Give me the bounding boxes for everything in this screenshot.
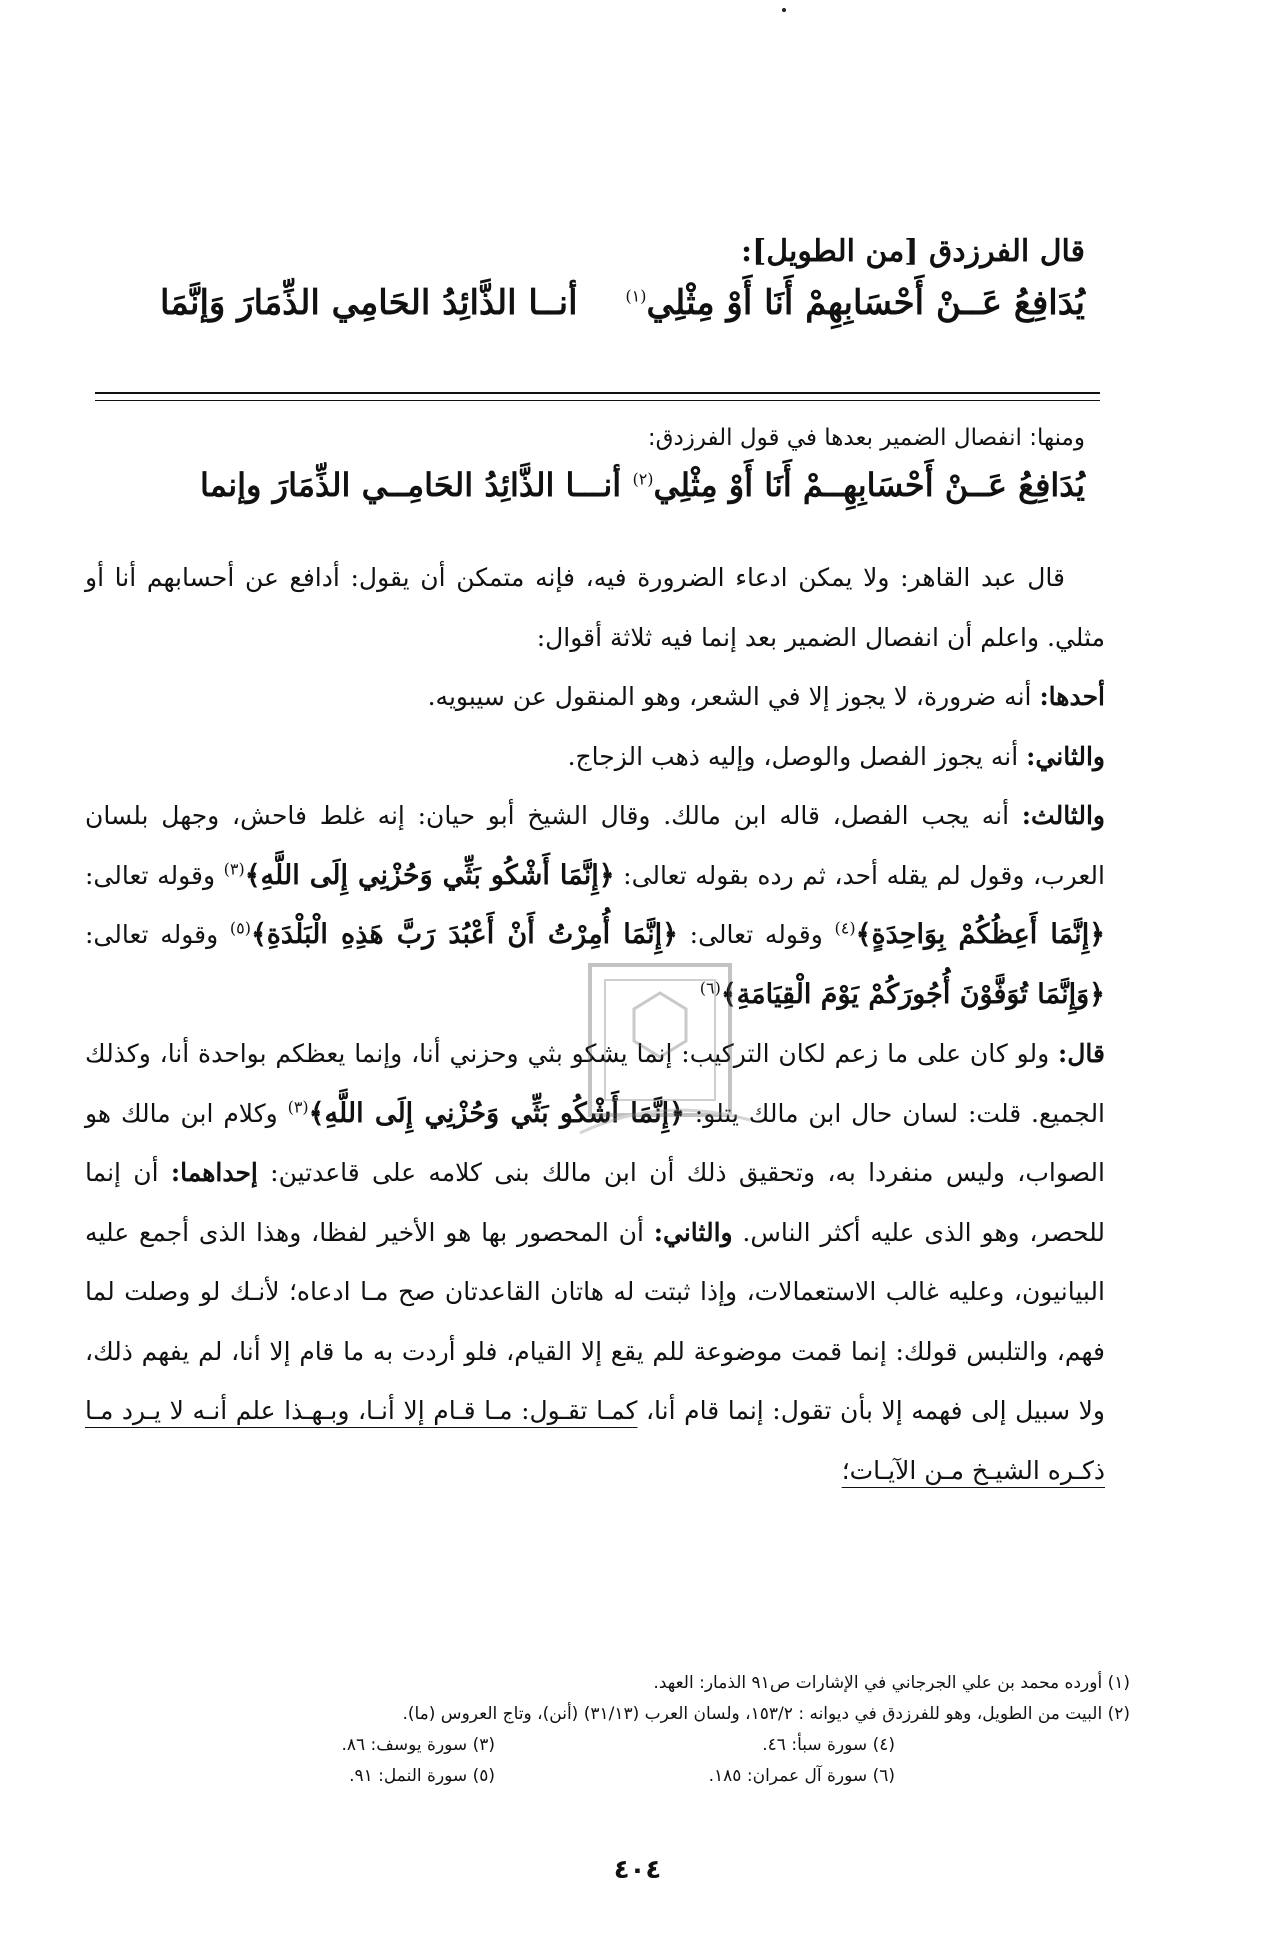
quote-verse-second-text: يُدَافِعُ عَــنْ أَحْسَابِهِــمْ أَنَا أَوْ مِثْلِي xyxy=(653,466,1085,504)
opinion-text: أنه ضرورة، لا يجوز إلا في الشعر، وهو المنقول عن سيبويه. xyxy=(427,682,1040,711)
opinion-text: أنه يجب الفصل، قاله ابن مالك. وقال الشيخ أبو حيان: إنه غلط فاحش، وجهل بلسان العرب، وقول لم يقله أحد، ثم رده بقوله تعالى: xyxy=(85,801,1105,890)
footnote-marker: (٦) xyxy=(699,978,721,998)
poem-verse xyxy=(160,274,1085,332)
footnote-marker: (٣) xyxy=(223,859,245,879)
paragraph-discussion xyxy=(85,1024,1105,1500)
separator-rule xyxy=(95,392,1100,394)
footnote-marker: (٤) xyxy=(834,918,856,938)
connector-text: وقوله تعالى: xyxy=(677,920,835,949)
quran-quote: ﴿إِنَّمَا أُمِرْتُ أَنْ أَعْبُدَ رَبَّ هَذِهِ الْبَلْدَةِ﴾ xyxy=(250,919,678,950)
opinion-text: أنه يجوز الفصل والوصل، وإليه ذهب الزجاج. xyxy=(567,741,1027,771)
opinion-two xyxy=(85,727,1105,787)
paragraph-label: قال: xyxy=(1058,1039,1105,1068)
footnote-2: (٢) البيت من الطويل، وهو للفرزدق في ديوانه : ١٥٣/٢، ولسان العرب (٣١/١٣) (أنن)، وتاج العروس (ما). xyxy=(402,1704,1130,1724)
footnote-marker: (٢) xyxy=(632,469,654,489)
opinion-label: والثالث: xyxy=(1021,801,1105,830)
poem-intro: قال الفرزدق [من الطويل]: xyxy=(741,234,1085,269)
opinion-one xyxy=(85,667,1105,727)
opinion-label: أحدها: xyxy=(1039,682,1105,711)
footnote-3: (٣) سورة يوسف: ٨٦. xyxy=(341,1735,495,1755)
footnote-marker: (٥) xyxy=(229,918,251,938)
footnote-4: (٤) سورة سبأ: ٤٦. xyxy=(762,1735,895,1755)
connector-text: وقوله تعالى: xyxy=(85,920,230,949)
footnote-marker: (٣) xyxy=(287,1097,309,1117)
paragraph-text: وكلام ابن مالك هو الصواب، وليس منفردا به، وتحقيق ذلك أن ابن مالك بنى كلامه على قاعدتين: xyxy=(85,1098,1105,1187)
quote-verse-second-hemistich xyxy=(632,458,1085,512)
quote-intro: ومنها: انفصال الضمير بعدها في قول الفرزدق: xyxy=(647,425,1085,451)
page-number: ٤٠٤ xyxy=(613,1855,662,1885)
rule-text: أن المحصور بها هو الأخير لفظا، وهذا الذى أجمع عليه البيانيون، وعليه غالب الاستعمالات، وإذا ثبتت له هاتان القاعدتان صح مـا ادعاه؛ لأنـك لو وصلت لما فهم، والتلبس قولك: إنما قمت موضوعة للم يقع إلا القيام، فلو أردت به ما قام إلا أنا، لم يفهم ذلك، ولا سبيل إلى فهمه إلا بأن تقول: إنما قام أنا، xyxy=(85,1217,1106,1425)
verse-second-hemistich xyxy=(625,274,1085,332)
footnote-6: (٦) سورة آل عمران: ١٨٥. xyxy=(708,1766,895,1786)
stray-dot xyxy=(782,8,786,12)
opinion-label: والثاني: xyxy=(1026,741,1105,771)
quote-verse-first-hemistich: أنـــا الذَّائِدُ الحَامِــي الذِّمَارَ وإنما xyxy=(200,466,622,504)
rule-label: إحداهما: xyxy=(170,1158,258,1187)
paragraph-intro: قال عبد القاهر: ولا يمكن ادعاء الضرورة فيه، فإنه متمكن أن يقول: أدافع عن أحسابهم أنا أو مثلي. واعلم أن انفصال الضمير بعد إنما فيه ثلاثة أقوال: xyxy=(85,563,1105,652)
verse-second-hemistich-text: يُدَافِعُ عَــنْ أَحْسَابِهِمْ أَنَا أَوْ مِثْلِي xyxy=(646,283,1085,323)
footnote-row xyxy=(95,1730,1130,1761)
rule-text: أن إنما للحصر، وهو الذى عليه أكثر الناس. xyxy=(85,1158,1105,1247)
footnotes xyxy=(95,1668,1130,1792)
separator-rule-thin xyxy=(95,400,1100,401)
underlined-line: كمـا تقـول: مـا قـام إلا أنـا، وبـهـذا علم أنـه لا يـرد مـا ذكـره الشيـخ مـن الآيـات؛ xyxy=(85,1396,1105,1485)
footnote-1: (١) أورده محمد بن علي الجرجاني في الإشارات ص٩١ الذمار: العهد. xyxy=(653,1673,1130,1693)
footnote-row xyxy=(95,1761,1130,1792)
quran-quote: ﴿إِنَّمَا أَشْكُو بَثِّي وَحُزْنِي إِلَى اللَّهِ﴾ xyxy=(244,859,615,891)
quran-quote: ﴿إِنَّمَا أَعِظُكُمْ بِوَاحِدَةٍ﴾ xyxy=(855,919,1106,950)
quran-quote: ﴿إِنَّمَا أَشْكُو بَثِّي وَحُزْنِي إِلَى اللَّهِ﴾ xyxy=(308,1097,685,1129)
quran-quote: ﴿وَإِنَّمَا تُوَفَّوْنَ أُجُورَكُمْ يَوْمَ الْقِيَامَةِ﴾ xyxy=(720,978,1105,1010)
footnote-marker: (١) xyxy=(625,286,647,306)
footnote-5: (٥) سورة النمل: ٩١. xyxy=(349,1766,495,1786)
connector-text: وقوله تعالى: xyxy=(85,860,224,890)
quoted-text-block xyxy=(200,418,1085,512)
paragraph-text: ولو كان على ما زعم لكان التركيب: إنما يشكو بثي وحزني أنا، وإنما يعظكم بواحدة أنا، وكذلك الجميع. قلت: لسان حال ابن مالك يتلو: xyxy=(85,1039,1106,1128)
quote-verse xyxy=(200,458,1085,512)
opinion-three xyxy=(85,786,1105,1024)
top-poem-block xyxy=(160,230,1085,332)
verse-first-hemistich: أنــا الذَّائِدُ الحَامِي الذِّمَارَ وَإنَّمَا xyxy=(160,283,578,323)
commentary-body xyxy=(85,548,1105,1500)
rule-label: والثاني: xyxy=(653,1217,733,1247)
